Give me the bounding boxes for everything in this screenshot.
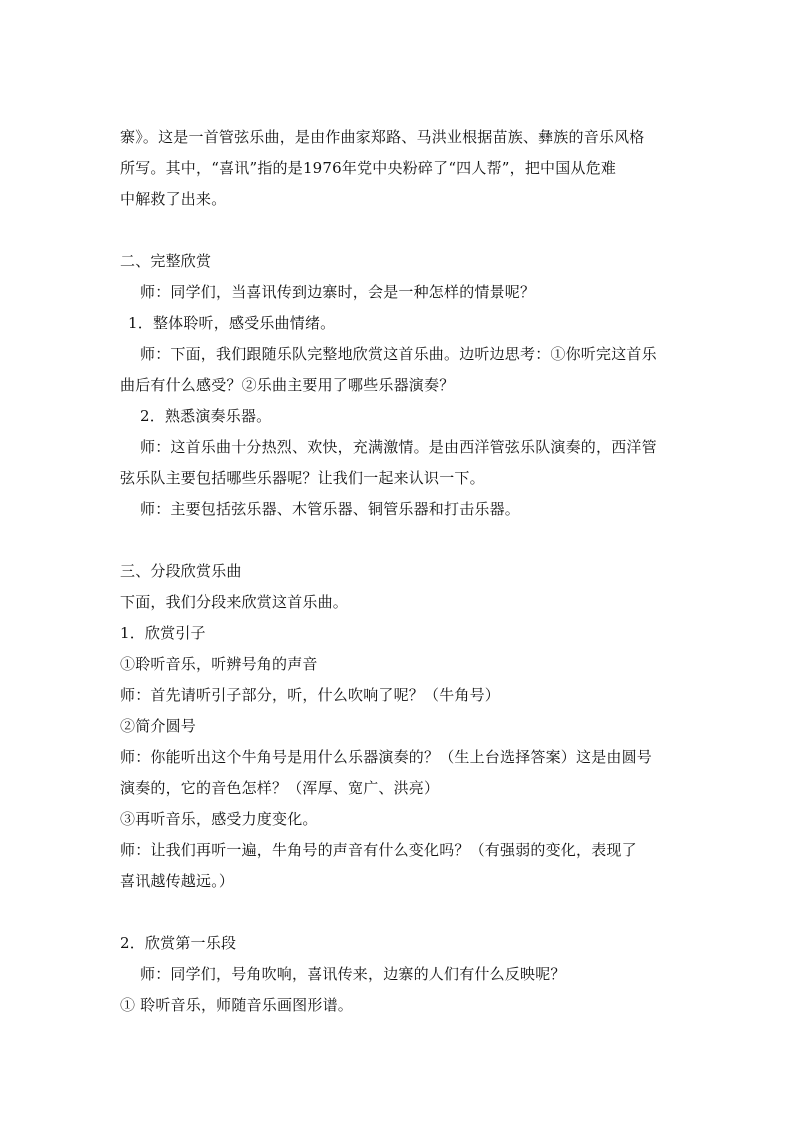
teacher-line: 师：这首乐曲十分热烈、欢快，充满激情。是由西洋管弦乐队演奏的，西洋管 <box>140 438 657 456</box>
sub-step: ① 聆听音乐，师随音乐画图形谱。 <box>120 996 353 1014</box>
sub-step: ②简介圆号 <box>120 717 197 735</box>
teacher-line: 师：首先请听引子部分，听，什么吹响了呢？（牛角号） <box>120 686 501 704</box>
document-body <box>120 122 680 1021</box>
blank-line <box>120 897 680 928</box>
blank-line <box>120 525 680 556</box>
numbered-step: 2．熟悉演奏乐器。 <box>140 407 272 425</box>
section-heading: 三、分段欣赏乐曲 <box>120 562 242 580</box>
paragraph-line: 曲后有什么感受？②乐曲主要用了哪些乐器演奏？ <box>120 376 455 394</box>
sub-step: ①聆听音乐，听辨号角的声音 <box>120 655 318 673</box>
sub-step: ③再听音乐，感受力度变化。 <box>120 810 318 828</box>
paragraph-line: 喜讯越传越远。） <box>120 872 235 890</box>
teacher-line: 师：同学们，号角吹响，喜讯传来，边寨的人们有什么反映呢？ <box>140 965 566 983</box>
section-heading: 二、完整欣赏 <box>120 252 212 270</box>
paragraph-line: 中解救了出来。 <box>120 190 227 208</box>
paragraph-line: 所写。其中，“喜讯”指的是1976年党中央粉碎了“四人帮”，把中国从危难 <box>120 159 617 177</box>
numbered-step: 1．欣赏引子 <box>120 624 206 642</box>
teacher-line: 师：主要包括弦乐器、木管乐器、铜管乐器和打击乐器。 <box>140 500 521 518</box>
paragraph-line: 寨》。这是一首管弦乐曲，是由作曲家郑路、马洪业根据苗族、彝族的音乐风格 <box>120 128 645 146</box>
paragraph-line: 演奏的，它的音色怎样？（浑厚、宽广、洪亮） <box>120 779 440 797</box>
numbered-step: 1．整体聆听，感受乐曲情绪。 <box>128 314 336 332</box>
blank-line <box>120 215 680 246</box>
paragraph-line: 弦乐队主要包括哪些乐器呢？让我们一起来认识一下。 <box>120 469 485 487</box>
teacher-line: 师：下面，我们跟随乐队完整地欣赏这首乐曲。边听边思考：①你听完这首乐 <box>140 345 657 363</box>
teacher-line: 师：同学们，当喜讯传到边寨时，会是一种怎样的情景呢？ <box>140 283 536 301</box>
paragraph-line: 下面，我们分段来欣赏这首乐曲。 <box>120 593 349 611</box>
numbered-step: 2．欣赏第一乐段 <box>120 934 237 952</box>
teacher-line: 师：你能听出这个牛角号是用什么乐器演奏的？（生上台选择答案）这是由圆号 <box>120 748 653 766</box>
teacher-line: 师：让我们再听一遍，牛角号的声音有什么变化吗？（有强弱的变化，表现了 <box>120 841 637 859</box>
